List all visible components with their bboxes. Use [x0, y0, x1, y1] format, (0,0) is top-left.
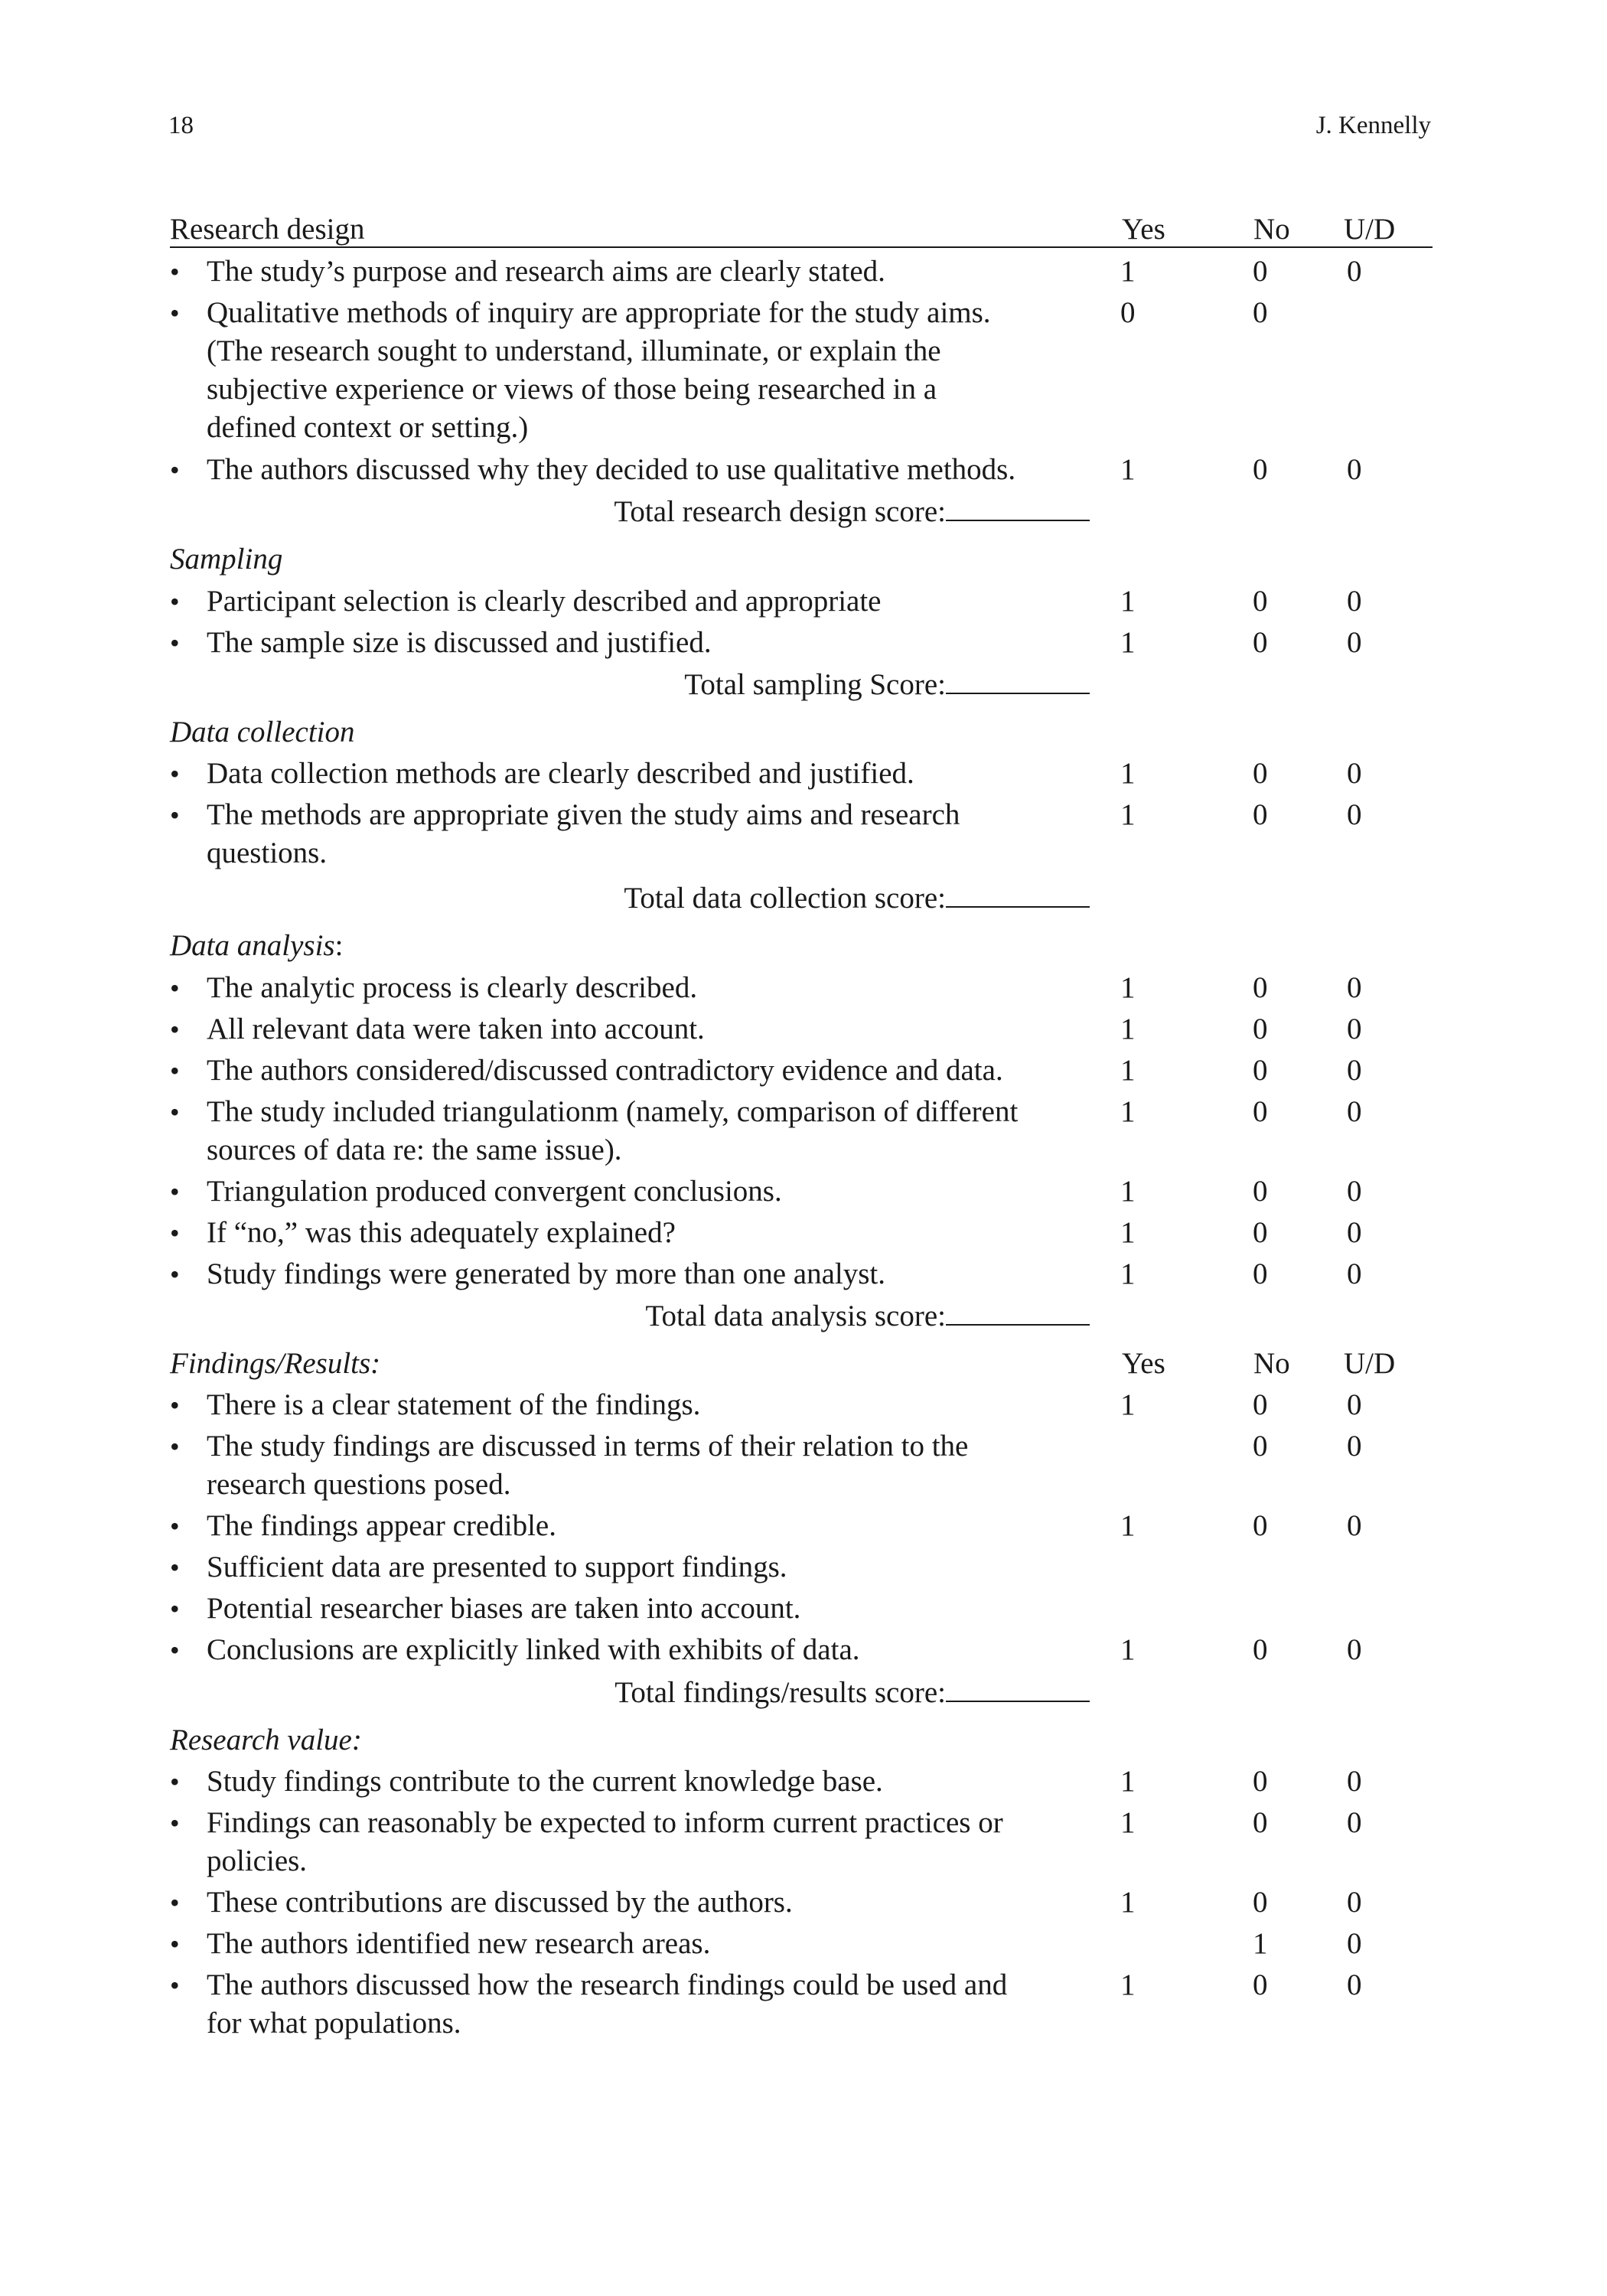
- section-title: Research value:: [170, 1724, 362, 1756]
- column-header-yes: Yes: [1122, 213, 1165, 246]
- item-text: (The research sought to understand, illuminate, or explain the: [207, 334, 941, 367]
- score-no: 0: [1253, 1806, 1268, 1839]
- score-no: 1: [1253, 1927, 1268, 1960]
- bullet-icon: •: [170, 256, 180, 287]
- score-ud: 0: [1347, 1257, 1362, 1290]
- total-text: Total research design score:: [614, 495, 946, 528]
- score-no: 0: [1253, 798, 1268, 831]
- item-text: If “no,” was this adequately explained?: [207, 1216, 676, 1249]
- score-yes: 1: [1120, 971, 1136, 1004]
- bullet-icon: •: [170, 1431, 180, 1462]
- checklist-item: [0, 1052, 1607, 1089]
- total-label: [624, 879, 1090, 917]
- total-text: Total sampling Score:: [684, 668, 946, 701]
- total-label: [614, 1673, 1090, 1711]
- checklist-item: [0, 1763, 1607, 1800]
- score-ud: 0: [1347, 1633, 1362, 1666]
- checklist-item: [0, 1967, 1607, 2004]
- checklist-item: [0, 1632, 1607, 1668]
- score-no: 0: [1253, 1175, 1268, 1208]
- bullet-icon: •: [170, 1808, 180, 1838]
- section-title: Findings/Results:: [170, 1347, 381, 1380]
- checklist-item: [0, 755, 1607, 792]
- item-text: The sample size is discussed and justified.: [207, 626, 712, 659]
- bullet-icon: •: [170, 1176, 180, 1207]
- score-ud: 0: [1347, 1216, 1362, 1249]
- score-yes: 1: [1120, 1765, 1136, 1798]
- score-no: 0: [1253, 971, 1268, 1004]
- score-no: 0: [1253, 453, 1268, 486]
- score-yes: 1: [1120, 1509, 1136, 1542]
- total-label: [684, 665, 1090, 703]
- item-text: Sufficient data are presented to support findings.: [207, 1551, 787, 1583]
- score-yes: 1: [1120, 1257, 1136, 1290]
- checklist-item: [0, 1173, 1607, 1210]
- section-heading-research-design: [0, 211, 1607, 248]
- score-yes: 1: [1120, 1054, 1136, 1087]
- column-header-no: No: [1253, 1347, 1290, 1380]
- checklist-item: [0, 1011, 1607, 1048]
- bullet-icon: •: [170, 455, 180, 485]
- checklist-item-continuation: [0, 333, 1607, 370]
- checklist-item: [0, 1926, 1607, 1962]
- score-yes: 1: [1120, 798, 1136, 831]
- bullet-icon: •: [170, 1552, 180, 1583]
- score-no: 0: [1253, 1765, 1268, 1798]
- section-heading-data-analysis: [0, 928, 1607, 964]
- section-heading-findings-results: [0, 1345, 1607, 1382]
- section-total-data-collection: [0, 879, 1607, 915]
- bullet-icon: •: [170, 1055, 180, 1086]
- checklist-item: [0, 1428, 1607, 1465]
- section-heading-data-collection: [0, 714, 1607, 751]
- score-no: 0: [1253, 255, 1268, 288]
- bullet-icon: •: [170, 1929, 180, 1959]
- score-blank-line[interactable]: [946, 879, 1090, 908]
- score-yes: 0: [1120, 296, 1136, 329]
- item-text: Findings can reasonably be expected to inform current practices or: [207, 1806, 1003, 1839]
- item-text: The study findings are discussed in terms of their relation to the: [207, 1430, 969, 1463]
- score-no: 0: [1253, 1095, 1268, 1128]
- checklist-item-continuation: [0, 835, 1607, 872]
- checklist-item: [0, 1508, 1607, 1544]
- checklist-item: [0, 1256, 1607, 1293]
- section-title-suffix: :: [334, 929, 344, 962]
- section-title: Sampling: [170, 543, 283, 576]
- score-no: 0: [1253, 1633, 1268, 1666]
- column-header-ud: U/D: [1344, 1347, 1396, 1380]
- score-ud: 0: [1347, 971, 1362, 1004]
- score-no: 0: [1253, 1013, 1268, 1045]
- item-text: There is a clear statement of the findings.: [207, 1388, 701, 1421]
- item-text: subjective experience or views of those being researched in a: [207, 373, 937, 406]
- score-ud: 0: [1347, 255, 1362, 288]
- checklist-item-continuation: [0, 1843, 1607, 1880]
- score-no: 0: [1253, 626, 1268, 659]
- score-yes: 1: [1120, 1013, 1136, 1045]
- item-text: Participant selection is clearly described and appropriate: [207, 585, 882, 618]
- score-ud: 0: [1347, 1968, 1362, 2001]
- score-ud: 0: [1347, 1175, 1362, 1208]
- item-text: All relevant data were taken into account.: [207, 1013, 705, 1045]
- bullet-icon: •: [170, 1970, 180, 2001]
- score-ud: 0: [1347, 626, 1362, 659]
- item-text: questions.: [207, 837, 328, 869]
- score-yes: 1: [1120, 1806, 1136, 1839]
- score-ud: 0: [1347, 1806, 1362, 1839]
- checklist-item-continuation: [0, 2005, 1607, 2042]
- total-text: Total data analysis score:: [645, 1300, 946, 1332]
- score-ud: 0: [1347, 1765, 1362, 1798]
- bullet-icon: •: [170, 628, 180, 658]
- score-ud: 0: [1347, 1095, 1362, 1128]
- checklist-item: [0, 625, 1607, 661]
- total-text: Total findings/results score:: [614, 1676, 946, 1709]
- score-yes: 1: [1120, 626, 1136, 659]
- score-yes: 1: [1120, 1388, 1136, 1421]
- bullet-icon: •: [170, 1766, 180, 1797]
- score-blank-line[interactable]: [946, 1296, 1090, 1326]
- bullet-icon: •: [170, 973, 180, 1003]
- section-title: Research design: [170, 213, 365, 246]
- item-text: The authors discussed why they decided to use qualitative methods.: [207, 453, 1016, 486]
- bullet-icon: •: [170, 1390, 180, 1420]
- section-total-research-design: [0, 492, 1607, 529]
- bullet-icon: •: [170, 1635, 180, 1665]
- bullet-icon: •: [170, 800, 180, 830]
- score-yes: 1: [1120, 1175, 1136, 1208]
- page-number: 18: [168, 112, 194, 139]
- item-text: The authors identified new research areas.: [207, 1927, 711, 1960]
- bullet-icon: •: [170, 1593, 180, 1624]
- score-ud: 0: [1347, 1388, 1362, 1421]
- score-blank-line[interactable]: [946, 492, 1090, 521]
- score-ud: 0: [1347, 1886, 1362, 1919]
- score-yes: 1: [1120, 585, 1136, 618]
- item-text: The authors discussed how the research findings could be used and: [207, 1968, 1008, 2001]
- checklist-item: [0, 1549, 1607, 1586]
- score-ud: 0: [1347, 1927, 1362, 1960]
- bullet-icon: •: [170, 758, 180, 789]
- item-text: Potential researcher biases are taken into account.: [207, 1592, 801, 1625]
- score-ud: 0: [1347, 1013, 1362, 1045]
- item-text: Qualitative methods of inquiry are appropriate for the study aims.: [207, 296, 991, 329]
- score-no: 0: [1253, 1216, 1268, 1249]
- score-yes: 1: [1120, 1633, 1136, 1666]
- column-header-no: No: [1253, 213, 1290, 246]
- score-no: 0: [1253, 1886, 1268, 1919]
- score-no: 0: [1253, 1968, 1268, 2001]
- score-no: 0: [1253, 1388, 1268, 1421]
- column-header-ud: U/D: [1344, 213, 1396, 246]
- bullet-icon: •: [170, 298, 180, 328]
- bullet-icon: •: [170, 1218, 180, 1248]
- item-text: Study findings contribute to the current knowledge base.: [207, 1765, 883, 1798]
- bullet-icon: •: [170, 1014, 180, 1045]
- checklist-item: [0, 583, 1607, 620]
- score-no: 0: [1253, 1509, 1268, 1542]
- checklist-item-continuation: [0, 1132, 1607, 1169]
- score-ud: 0: [1347, 585, 1362, 618]
- checklist-item: [0, 970, 1607, 1006]
- item-text: The findings appear credible.: [207, 1509, 556, 1542]
- score-ud: 0: [1347, 757, 1362, 790]
- checklist-item-continuation: [0, 1466, 1607, 1503]
- checklist-item: [0, 797, 1607, 833]
- checklist-item: [0, 1387, 1607, 1424]
- total-label: [645, 1296, 1090, 1335]
- item-text: The analytic process is clearly described.: [207, 971, 698, 1004]
- column-header-yes: Yes: [1122, 1347, 1165, 1380]
- item-text: Conclusions are explicitly linked with exhibits of data.: [207, 1633, 860, 1666]
- item-text: Triangulation produced convergent conclusions.: [207, 1175, 782, 1208]
- score-yes: 1: [1120, 453, 1136, 486]
- score-yes: 1: [1120, 1886, 1136, 1919]
- section-total-sampling: [0, 665, 1607, 702]
- item-text: defined context or setting.): [207, 411, 529, 444]
- checklist-item: [0, 1805, 1607, 1841]
- score-ud: 0: [1347, 453, 1362, 486]
- item-text: The methods are appropriate given the study aims and research: [207, 798, 960, 831]
- checklist-item: [0, 253, 1607, 290]
- checklist-item: [0, 1884, 1607, 1921]
- score-blank-line[interactable]: [946, 1673, 1090, 1702]
- checklist-item: [0, 1590, 1607, 1627]
- score-ud: 0: [1347, 1430, 1362, 1463]
- score-ud: 0: [1347, 1054, 1362, 1087]
- item-text: for what populations.: [207, 2007, 461, 2040]
- score-no: 0: [1253, 585, 1268, 618]
- score-no: 0: [1253, 1054, 1268, 1087]
- item-text: research questions posed.: [207, 1468, 511, 1501]
- item-text: Data collection methods are clearly described and justified.: [207, 757, 914, 790]
- bullet-icon: •: [170, 586, 180, 617]
- score-ud: 0: [1347, 1509, 1362, 1542]
- score-yes: 1: [1120, 1968, 1136, 2001]
- checklist-item: [0, 295, 1607, 331]
- running-head-author: J. Kennelly: [1315, 112, 1431, 139]
- section-title: Data analysis:: [170, 929, 344, 962]
- checklist-item: [0, 1215, 1607, 1251]
- score-no: 0: [1253, 1257, 1268, 1290]
- section-heading-sampling: [0, 541, 1607, 578]
- total-label: [614, 492, 1090, 530]
- checklist-item-continuation: [0, 371, 1607, 408]
- score-no: 0: [1253, 757, 1268, 790]
- score-ud: 0: [1347, 798, 1362, 831]
- item-text: Study findings were generated by more than one analyst.: [207, 1257, 886, 1290]
- section-total-findings-results: [0, 1673, 1607, 1710]
- bullet-icon: •: [170, 1259, 180, 1290]
- score-yes: 1: [1120, 1095, 1136, 1128]
- section-heading-research-value: [0, 1722, 1607, 1759]
- section-title: Data collection: [170, 716, 355, 748]
- checklist-item: [0, 1094, 1607, 1130]
- section-total-data-analysis: [0, 1296, 1607, 1333]
- item-text: policies.: [207, 1844, 308, 1877]
- bullet-icon: •: [170, 1887, 180, 1918]
- score-yes: 1: [1120, 255, 1136, 288]
- item-text: sources of data re: the same issue).: [207, 1133, 622, 1166]
- bullet-icon: •: [170, 1097, 180, 1127]
- checklist-item-continuation: [0, 409, 1607, 446]
- item-text: The study’s purpose and research aims are clearly stated.: [207, 255, 885, 288]
- score-no: 0: [1253, 296, 1268, 329]
- score-no: 0: [1253, 1430, 1268, 1463]
- score-blank-line[interactable]: [946, 665, 1090, 694]
- score-yes: 1: [1120, 1216, 1136, 1249]
- score-yes: 1: [1120, 757, 1136, 790]
- total-text: Total data collection score:: [624, 882, 946, 915]
- checklist-item: [0, 452, 1607, 488]
- bullet-icon: •: [170, 1511, 180, 1541]
- item-text: The authors considered/discussed contradictory evidence and data.: [207, 1054, 1003, 1087]
- item-text: These contributions are discussed by the authors.: [207, 1886, 793, 1919]
- item-text: The study included triangulationm (namely, comparison of different: [207, 1095, 1019, 1128]
